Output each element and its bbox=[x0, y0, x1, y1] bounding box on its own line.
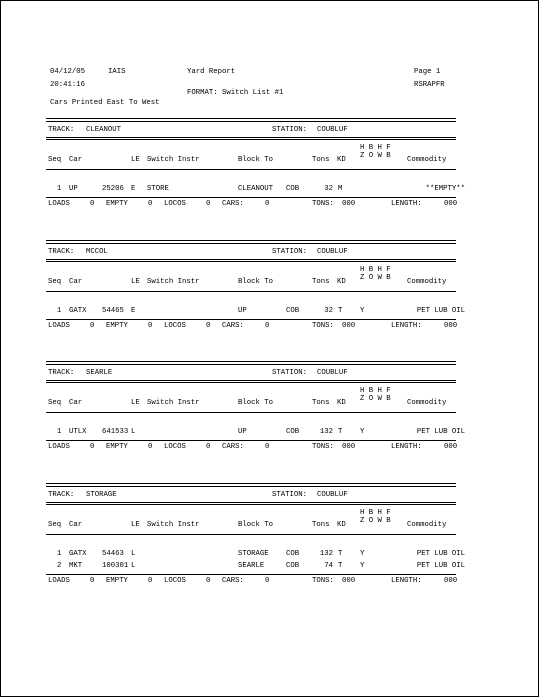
row-car-road: UTLX bbox=[69, 428, 87, 436]
summary-tons: 000 bbox=[342, 443, 356, 451]
column-header-rule bbox=[46, 169, 456, 170]
section-header-rule bbox=[46, 504, 456, 505]
row-block: SEARLE bbox=[238, 562, 265, 570]
flag-header-bottom: Z O W B bbox=[360, 152, 391, 160]
section-header-rule bbox=[46, 380, 456, 381]
section-header-rule bbox=[46, 261, 456, 262]
row-dest: COB bbox=[286, 428, 300, 436]
summary-cars-label: CARS: bbox=[222, 322, 244, 330]
summary-cars: 0 bbox=[265, 200, 270, 208]
station-name: COUBLUF bbox=[317, 491, 348, 499]
summary-tons: 000 bbox=[342, 577, 356, 585]
summary-empty: 0 bbox=[148, 443, 153, 451]
track-name: CLEANOUT bbox=[86, 126, 122, 134]
row-car-road: GATX bbox=[69, 550, 87, 558]
summary-length: 000 bbox=[444, 577, 458, 585]
section-top-rule bbox=[46, 240, 456, 241]
row-le: E bbox=[131, 307, 136, 315]
summary-cars-label: CARS: bbox=[222, 577, 244, 585]
col-le: LE bbox=[131, 521, 140, 529]
flag-header-bottom: Z O W B bbox=[360, 395, 391, 403]
summary-length: 000 bbox=[444, 322, 458, 330]
row-dest: COB bbox=[286, 307, 300, 315]
summary-length: 000 bbox=[444, 443, 458, 451]
station-label: STATION: bbox=[272, 126, 308, 134]
col-car: Car bbox=[69, 399, 83, 407]
summary-rule bbox=[46, 197, 456, 198]
summary-empty: 0 bbox=[148, 322, 153, 330]
section-top-rule bbox=[46, 364, 456, 365]
row-commodity: **EMPTY** bbox=[425, 185, 465, 193]
col-tons: Tons bbox=[312, 278, 330, 286]
col-tons: Tons bbox=[312, 399, 330, 407]
section-top-rule bbox=[46, 486, 456, 487]
row-car-number: 100301 bbox=[102, 562, 129, 570]
col-block-to: Block To bbox=[238, 156, 274, 164]
flag-header-top: H B H F bbox=[360, 509, 391, 517]
section-top-rule bbox=[46, 243, 456, 244]
summary-cars: 0 bbox=[265, 443, 270, 451]
row-kd: T bbox=[338, 307, 343, 315]
report-code: RSRAPFR bbox=[414, 81, 445, 89]
flag-header-top: H B H F bbox=[360, 387, 391, 395]
report-title: Yard Report bbox=[187, 68, 236, 76]
section-header-rule bbox=[46, 259, 456, 260]
row-flag: Y bbox=[360, 562, 365, 570]
summary-locos: 0 bbox=[206, 200, 211, 208]
col-seq: Seq bbox=[48, 399, 62, 407]
summary-locos-label: LOCOS bbox=[164, 322, 186, 330]
col-kd: KD bbox=[337, 521, 346, 529]
summary-rule bbox=[46, 574, 456, 575]
row-car-number: 25206 bbox=[102, 185, 124, 193]
summary-loads-label: LOADS bbox=[48, 577, 70, 585]
col-switch-instr: Switch Instr bbox=[147, 399, 200, 407]
col-tons: Tons bbox=[312, 521, 330, 529]
col-block-to: Block To bbox=[238, 521, 274, 529]
station-name: COUBLUF bbox=[317, 126, 348, 134]
col-car: Car bbox=[69, 521, 83, 529]
row-block: UP bbox=[238, 428, 247, 436]
track-name: STORAGE bbox=[86, 491, 117, 499]
column-header-rule bbox=[46, 291, 456, 292]
column-header-rule bbox=[46, 534, 456, 535]
summary-cars-label: CARS: bbox=[222, 443, 244, 451]
row-flag: Y bbox=[360, 428, 365, 436]
track-label: TRACK: bbox=[48, 248, 75, 256]
row-seq: 2 bbox=[57, 562, 62, 570]
row-seq: 1 bbox=[57, 185, 62, 193]
col-le: LE bbox=[131, 278, 140, 286]
track-name: MCCOL bbox=[86, 248, 108, 256]
report-subtitle: Cars Printed East To West bbox=[50, 99, 160, 107]
section-header-rule bbox=[46, 382, 456, 383]
row-car-road: MKT bbox=[69, 562, 83, 570]
row-commodity: PET LUB OIL bbox=[416, 550, 465, 558]
row-seq: 1 bbox=[57, 307, 62, 315]
summary-empty-label: EMPTY bbox=[106, 443, 128, 451]
summary-locos-label: LOCOS bbox=[164, 200, 186, 208]
row-kd: M bbox=[338, 185, 343, 193]
row-le: E bbox=[131, 185, 136, 193]
summary-length-label: LENGTH: bbox=[391, 577, 422, 585]
col-kd: KD bbox=[337, 278, 346, 286]
row-kd: T bbox=[338, 562, 343, 570]
report-time: 20:41:16 bbox=[50, 81, 86, 89]
station-label: STATION: bbox=[272, 491, 308, 499]
summary-empty-label: EMPTY bbox=[106, 577, 128, 585]
col-le: LE bbox=[131, 156, 140, 164]
col-commodity: Commodity bbox=[407, 521, 447, 529]
summary-locos-label: LOCOS bbox=[164, 443, 186, 451]
summary-loads: 0 bbox=[90, 322, 95, 330]
row-le: L bbox=[131, 428, 136, 436]
track-label: TRACK: bbox=[48, 369, 75, 377]
row-seq: 1 bbox=[57, 550, 62, 558]
col-car: Car bbox=[69, 278, 83, 286]
summary-rule bbox=[46, 440, 456, 441]
company-name: IAIS bbox=[108, 68, 126, 76]
row-tons: 32 bbox=[324, 185, 333, 193]
summary-cars: 0 bbox=[265, 577, 270, 585]
page-number: Page 1 bbox=[414, 68, 441, 76]
section-header-rule bbox=[46, 137, 456, 138]
row-block: STORAGE bbox=[238, 550, 269, 558]
summary-tons-label: TONS: bbox=[312, 322, 334, 330]
summary-locos: 0 bbox=[206, 322, 211, 330]
section-header-rule bbox=[46, 502, 456, 503]
flag-header-bottom: Z O W B bbox=[360, 274, 391, 282]
summary-loads-label: LOADS bbox=[48, 200, 70, 208]
summary-tons: 000 bbox=[342, 322, 356, 330]
row-kd: T bbox=[338, 428, 343, 436]
summary-loads: 0 bbox=[90, 577, 95, 585]
row-dest: COB bbox=[286, 562, 300, 570]
summary-locos-label: LOCOS bbox=[164, 577, 186, 585]
summary-loads-label: LOADS bbox=[48, 322, 70, 330]
col-car: Car bbox=[69, 156, 83, 164]
row-car-road: UP bbox=[69, 185, 78, 193]
row-block: CLEANOUT bbox=[238, 185, 274, 193]
col-block-to: Block To bbox=[238, 278, 274, 286]
section-top-rule bbox=[46, 121, 456, 122]
summary-empty: 0 bbox=[148, 577, 153, 585]
row-tons: 132 bbox=[319, 550, 333, 558]
row-block: UP bbox=[238, 307, 247, 315]
summary-tons-label: TONS: bbox=[312, 577, 334, 585]
section-top-rule bbox=[46, 118, 456, 119]
summary-loads: 0 bbox=[90, 443, 95, 451]
col-tons: Tons bbox=[312, 156, 330, 164]
section-header-rule bbox=[46, 139, 456, 140]
row-kd: T bbox=[338, 550, 343, 558]
summary-locos: 0 bbox=[206, 443, 211, 451]
row-le: L bbox=[131, 562, 136, 570]
summary-loads-label: LOADS bbox=[48, 443, 70, 451]
station-name: COUBLUF bbox=[317, 369, 348, 377]
row-le: L bbox=[131, 550, 136, 558]
station-label: STATION: bbox=[272, 248, 308, 256]
row-tons: 132 bbox=[319, 428, 333, 436]
flag-header-bottom: Z O W B bbox=[360, 517, 391, 525]
report-format: FORMAT: Switch List #1 bbox=[187, 89, 284, 97]
track-label: TRACK: bbox=[48, 491, 75, 499]
row-dest: COB bbox=[286, 550, 300, 558]
section-top-rule bbox=[46, 483, 456, 484]
summary-empty-label: EMPTY bbox=[106, 322, 128, 330]
summary-tons-label: TONS: bbox=[312, 200, 334, 208]
summary-loads: 0 bbox=[90, 200, 95, 208]
summary-rule bbox=[46, 319, 456, 320]
row-flag: Y bbox=[360, 550, 365, 558]
summary-length-label: LENGTH: bbox=[391, 200, 422, 208]
col-seq: Seq bbox=[48, 156, 62, 164]
summary-locos: 0 bbox=[206, 577, 211, 585]
row-switch-instr: STORE bbox=[147, 185, 169, 193]
section-top-rule bbox=[46, 361, 456, 362]
row-flag: Y bbox=[360, 307, 365, 315]
col-commodity: Commodity bbox=[407, 278, 447, 286]
flag-header-top: H B H F bbox=[360, 144, 391, 152]
col-switch-instr: Switch Instr bbox=[147, 278, 200, 286]
summary-cars-label: CARS: bbox=[222, 200, 244, 208]
col-switch-instr: Switch Instr bbox=[147, 521, 200, 529]
col-switch-instr: Switch Instr bbox=[147, 156, 200, 164]
row-car-number: 641533 bbox=[102, 428, 129, 436]
col-seq: Seq bbox=[48, 278, 62, 286]
summary-empty-label: EMPTY bbox=[106, 200, 128, 208]
row-car-number: 54463 bbox=[102, 550, 124, 558]
row-seq: 1 bbox=[57, 428, 62, 436]
col-kd: KD bbox=[337, 156, 346, 164]
summary-tons-label: TONS: bbox=[312, 443, 334, 451]
summary-length: 000 bbox=[444, 200, 458, 208]
flag-header-top: H B H F bbox=[360, 266, 391, 274]
row-commodity: PET LUB OIL bbox=[416, 307, 465, 315]
station-name: COUBLUF bbox=[317, 248, 348, 256]
col-block-to: Block To bbox=[238, 399, 274, 407]
col-kd: KD bbox=[337, 399, 346, 407]
col-le: LE bbox=[131, 399, 140, 407]
row-dest: COB bbox=[286, 185, 300, 193]
row-tons: 32 bbox=[324, 307, 333, 315]
col-commodity: Commodity bbox=[407, 399, 447, 407]
track-label: TRACK: bbox=[48, 126, 75, 134]
report-date: 04/12/05 bbox=[50, 68, 86, 76]
row-tons: 74 bbox=[324, 562, 333, 570]
summary-length-label: LENGTH: bbox=[391, 443, 422, 451]
col-commodity: Commodity bbox=[407, 156, 447, 164]
station-label: STATION: bbox=[272, 369, 308, 377]
summary-tons: 000 bbox=[342, 200, 356, 208]
summary-cars: 0 bbox=[265, 322, 270, 330]
row-car-road: GATX bbox=[69, 307, 87, 315]
summary-empty: 0 bbox=[148, 200, 153, 208]
row-commodity: PET LUB OIL bbox=[416, 562, 465, 570]
column-header-rule bbox=[46, 412, 456, 413]
col-seq: Seq bbox=[48, 521, 62, 529]
row-car-number: 54465 bbox=[102, 307, 124, 315]
row-commodity: PET LUB OIL bbox=[416, 428, 465, 436]
track-name: SEARLE bbox=[86, 369, 113, 377]
summary-length-label: LENGTH: bbox=[391, 322, 422, 330]
